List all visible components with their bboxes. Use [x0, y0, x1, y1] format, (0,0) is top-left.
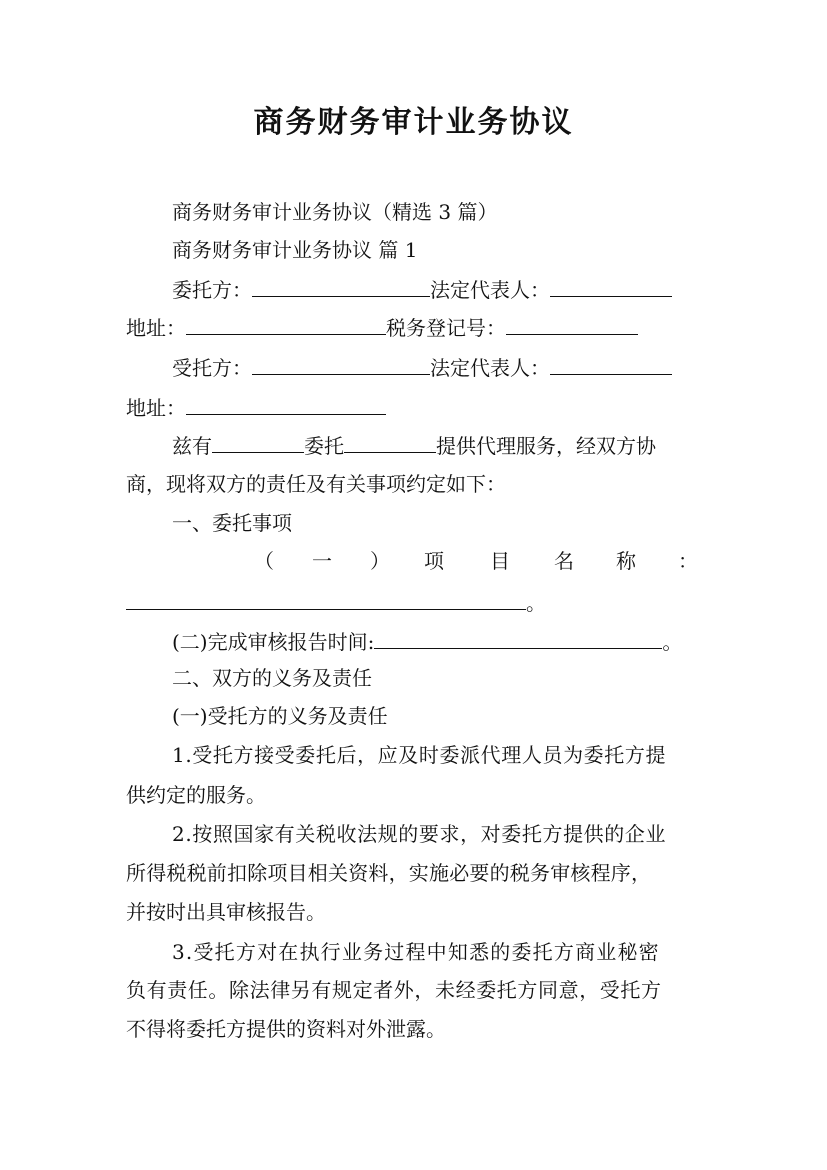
report-time-row [126, 624, 750, 658]
intro-blank-2[interactable] [344, 428, 436, 453]
agent-address-label: 地址： [126, 396, 186, 420]
report-time-end: 。 [662, 630, 683, 654]
agent-row [126, 350, 750, 384]
subsection1-heading: (一)受托方的义务及责任 [172, 704, 388, 728]
intro-prefix: 兹有 [172, 434, 212, 458]
tax-reg-label: 税务登记号： [386, 316, 506, 340]
p2-line-1: 2.按照国家有关税收法规的要求，对委托方提供的企业 [172, 822, 667, 846]
client-label: 委托方： [172, 278, 252, 302]
p3-line-3: 不得将委托方提供的资料对外泄露。 [126, 1017, 446, 1041]
agent-blank[interactable] [252, 350, 430, 375]
p2-line-3: 并按时出具审核报告。 [126, 900, 326, 924]
report-time-label: (二)完成审核报告时间: [172, 630, 375, 654]
agent-legal-rep-blank[interactable] [550, 350, 672, 375]
item-char: 称 [616, 549, 636, 573]
report-time-blank[interactable] [374, 624, 662, 649]
legal-rep-label: 法定代表人： [430, 278, 550, 302]
subtitle: 商务财务审计业务协议（精选 3 篇） [172, 200, 498, 224]
address-blank[interactable] [186, 310, 386, 335]
item-char: （ [254, 549, 274, 573]
agent-address-blank[interactable] [186, 390, 386, 415]
item-char: 项 [424, 549, 444, 573]
p1-line-1: 1.受托方接受委托后，应及时委派代理人员为委托方提 [172, 743, 667, 767]
item-name-value-row [126, 585, 704, 619]
document-title: 商务财务审计业务协议 [253, 105, 574, 140]
legal-rep-blank[interactable] [550, 272, 672, 297]
client-blank[interactable] [252, 272, 430, 297]
tax-reg-blank[interactable] [506, 310, 638, 335]
section1-heading: 一、委托事项 [172, 511, 292, 535]
part-heading: 商务财务审计业务协议 篇 1 [172, 238, 418, 262]
address-label: 地址： [126, 316, 186, 340]
intro-blank-1[interactable] [212, 428, 304, 453]
item-char: 一 [312, 549, 332, 573]
p2-line-2: 所得税税前扣除项目相关资料，实施必要的税务审核程序， [126, 861, 652, 885]
agent-label: 受托方： [172, 356, 252, 380]
intro-line-2: 商，现将双方的责任及有关事项约定如下： [126, 472, 506, 496]
p3-line-1: 3.受托方对在执行业务过程中知悉的委托方商业秘密 [172, 940, 660, 964]
client-address-row [126, 310, 704, 344]
client-row [126, 272, 750, 306]
p3-line-2: 负有责任。除法律另有规定者外，未经委托方同意，受托方 [126, 978, 662, 1002]
item-char: ） [370, 549, 390, 573]
intro-mid: 委托 [304, 434, 344, 458]
item-name-end: 。 [526, 591, 546, 615]
p1-line-2: 供约定的服务。 [126, 783, 266, 807]
item-char: ： [678, 549, 698, 573]
agent-address-row [126, 390, 704, 424]
intro-line-1 [126, 428, 750, 462]
item-char: 目 [490, 549, 510, 573]
intro-suffix: 提供代理服务，经双方协 [436, 434, 656, 458]
section2-heading: 二、双方的义务及责任 [172, 666, 372, 690]
agent-legal-rep-label: 法定代表人： [430, 356, 550, 380]
item-name-blank[interactable] [126, 585, 526, 610]
item-char: 名 [554, 549, 574, 573]
